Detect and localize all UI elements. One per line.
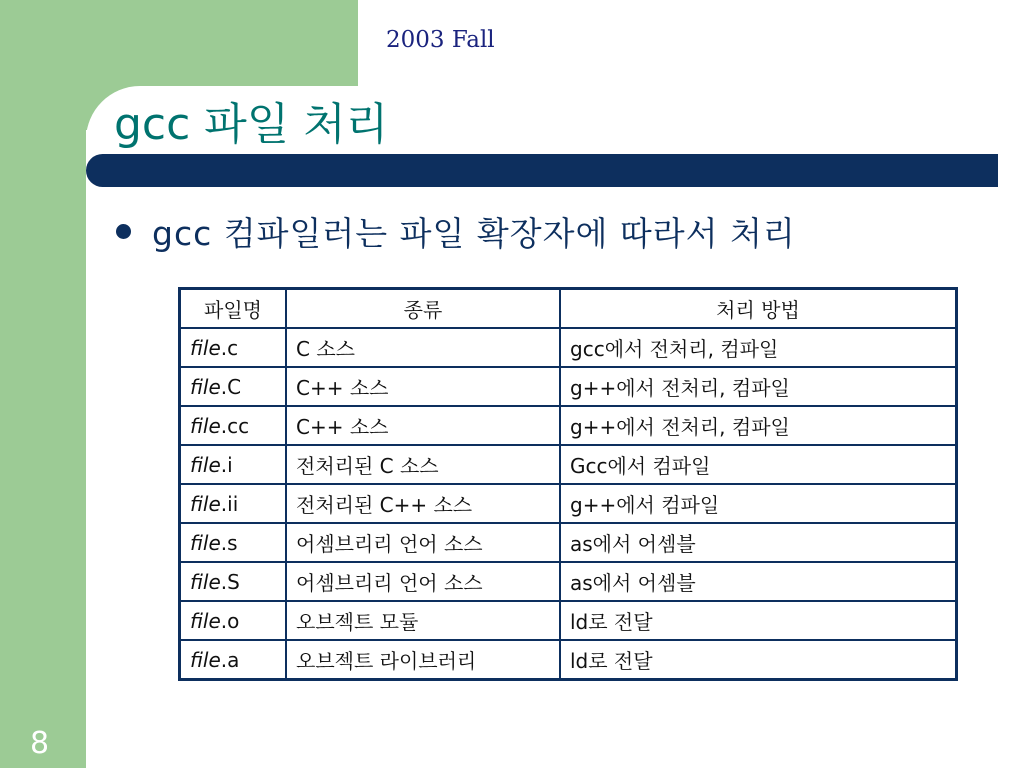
filename-cell bbox=[180, 367, 287, 406]
filename-cell bbox=[180, 562, 287, 601]
filename-stem: file bbox=[190, 647, 221, 672]
file-type-table bbox=[178, 287, 958, 681]
filename-cell bbox=[180, 640, 287, 680]
table-row bbox=[180, 640, 957, 680]
type-cell: 어셈브리리 언어 소스 bbox=[286, 562, 560, 601]
filename-cell bbox=[180, 406, 287, 445]
filename-cell bbox=[180, 484, 287, 523]
type-cell: 어셈브리리 언어 소스 bbox=[286, 523, 560, 562]
filename-cell bbox=[180, 328, 287, 367]
filename-cell bbox=[180, 445, 287, 484]
method-cell: Gcc에서 컴파일 bbox=[560, 445, 957, 484]
table-row bbox=[180, 601, 957, 640]
filename-cell bbox=[180, 601, 287, 640]
method-cell: g++에서 전처리, 컴파일 bbox=[560, 406, 957, 445]
type-cell: 전처리된 C 소스 bbox=[286, 445, 560, 484]
table-row bbox=[180, 562, 957, 601]
method-cell: ld로 전달 bbox=[560, 640, 957, 680]
filename-stem: file bbox=[190, 413, 221, 438]
filename-ext: .ii bbox=[220, 491, 239, 516]
table-row bbox=[180, 367, 957, 406]
filename-ext: .a bbox=[220, 647, 240, 672]
filename-ext: .o bbox=[220, 608, 240, 633]
header-date: 2003 Fall bbox=[386, 27, 495, 53]
filename-stem: file bbox=[190, 569, 221, 594]
filename-ext: .i bbox=[220, 452, 233, 477]
header-method: 처리 방법 bbox=[560, 289, 957, 329]
filename-stem: file bbox=[190, 374, 221, 399]
method-cell: g++에서 전처리, 컴파일 bbox=[560, 367, 957, 406]
table-row bbox=[180, 484, 957, 523]
filename-cell bbox=[180, 523, 287, 562]
filename-ext: .C bbox=[220, 374, 242, 399]
filename-stem: file bbox=[190, 335, 221, 360]
filename-ext: .s bbox=[220, 530, 238, 555]
bullet-icon bbox=[116, 224, 131, 239]
table-row bbox=[180, 445, 957, 484]
table-header-row bbox=[180, 289, 957, 329]
header-filename: 파일명 bbox=[180, 289, 287, 329]
filename-stem: file bbox=[190, 491, 221, 516]
title-underline-bar bbox=[86, 154, 998, 187]
header-type: 종류 bbox=[286, 289, 560, 329]
type-cell: C++ 소스 bbox=[286, 367, 560, 406]
table-row bbox=[180, 523, 957, 562]
type-cell: 오브젝트 모듈 bbox=[286, 601, 560, 640]
method-cell: as에서 어셈블 bbox=[560, 523, 957, 562]
page-number: 8 bbox=[30, 726, 50, 761]
method-cell: ld로 전달 bbox=[560, 601, 957, 640]
method-cell: g++에서 컴파일 bbox=[560, 484, 957, 523]
filename-stem: file bbox=[190, 608, 221, 633]
filename-ext: .S bbox=[220, 569, 240, 594]
filename-ext: .cc bbox=[220, 413, 250, 438]
filename-stem: file bbox=[190, 452, 221, 477]
type-cell: 전처리된 C++ 소스 bbox=[286, 484, 560, 523]
filename-ext: .c bbox=[220, 335, 239, 360]
type-cell: 오브젝트 라이브러리 bbox=[286, 640, 560, 680]
type-cell: C++ 소스 bbox=[286, 406, 560, 445]
bullet-text: gcc 컴파일러는 파일 확장자에 따라서 처리 bbox=[152, 214, 796, 253]
type-cell: C 소스 bbox=[286, 328, 560, 367]
table-row bbox=[180, 406, 957, 445]
method-cell: gcc에서 전처리, 컴파일 bbox=[560, 328, 957, 367]
slide-title: gcc 파일 처리 bbox=[114, 99, 389, 150]
table-row bbox=[180, 328, 957, 367]
filename-stem: file bbox=[190, 530, 221, 555]
method-cell: as에서 어셈블 bbox=[560, 562, 957, 601]
